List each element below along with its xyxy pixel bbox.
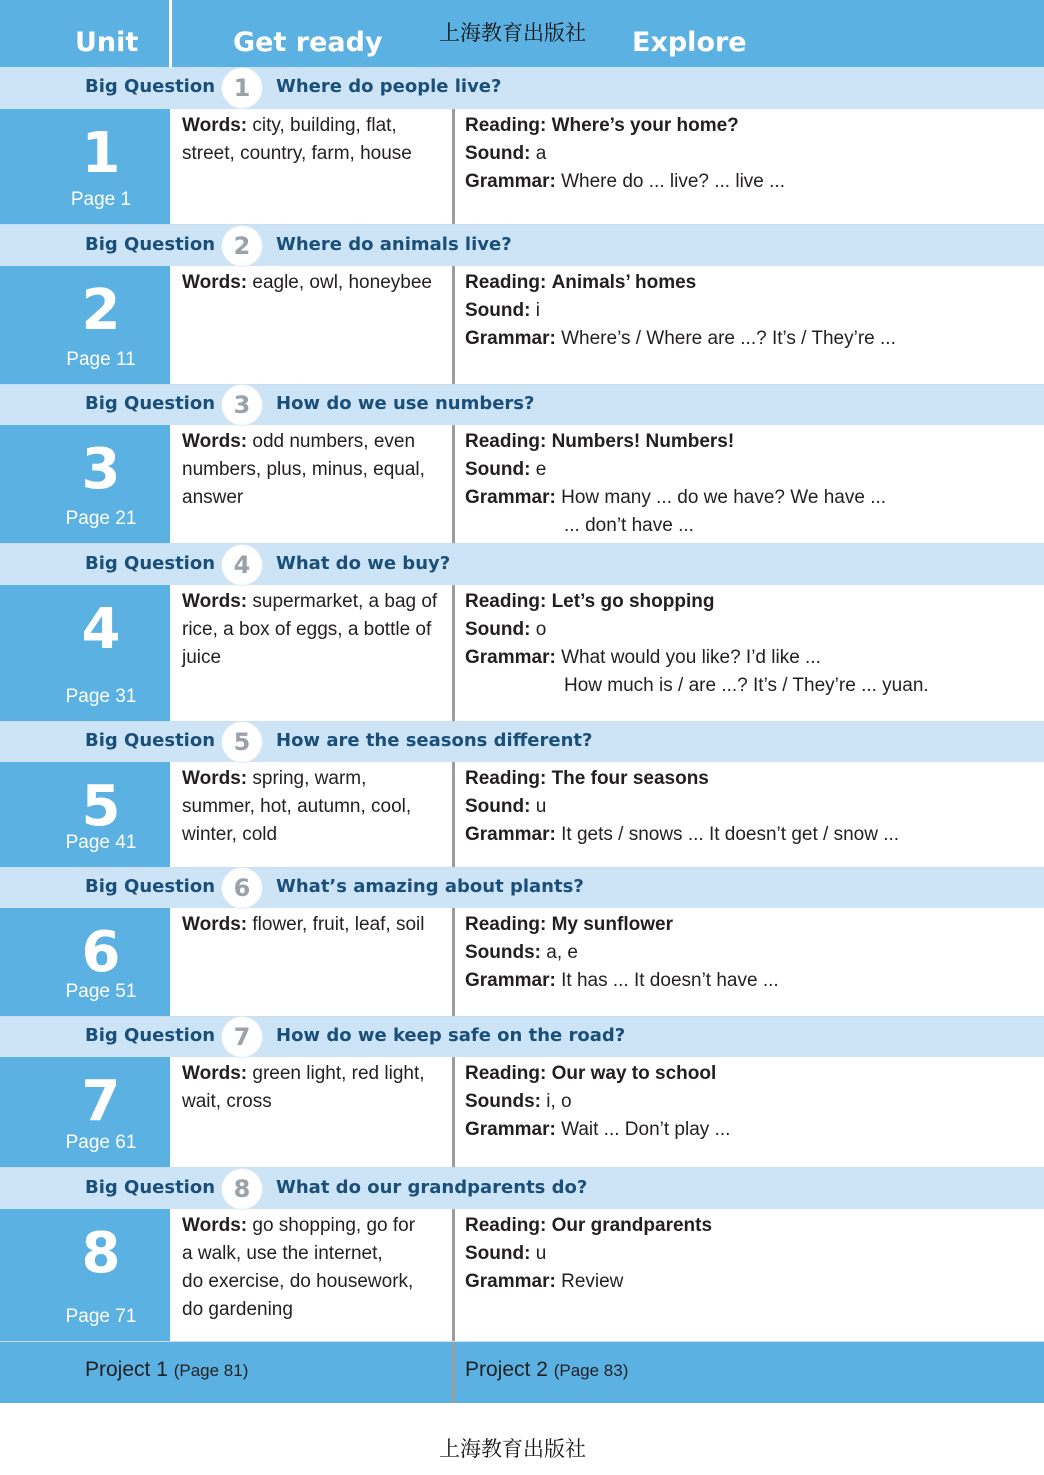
grammar-line — [465, 967, 1035, 995]
reading-line — [465, 1060, 1035, 1088]
reading-label: Reading: — [465, 1063, 547, 1084]
words-line — [182, 1240, 444, 1268]
sound-line — [465, 456, 1035, 484]
words-line — [182, 1088, 444, 1116]
unit-page: Page 1 — [70, 189, 132, 210]
column-divider — [452, 1057, 455, 1168]
sound-label: Sound: — [465, 143, 531, 164]
sound-value: u — [535, 796, 547, 817]
project-1 — [85, 1358, 248, 1382]
unit-number: 3 — [81, 437, 121, 502]
sound-label: Sound: — [465, 1243, 531, 1264]
unit-number: 4 — [81, 597, 121, 662]
sound-line — [465, 616, 1035, 644]
sound-line — [465, 1240, 1035, 1268]
grammar-line-continued: How much is / are ...? It’s / They’re ... yuan. — [564, 675, 929, 696]
grammar-text: Review — [561, 1271, 624, 1292]
big-question-label: Big Question — [85, 76, 216, 97]
words-label: Words: — [182, 272, 248, 293]
words-text: go shopping, go for — [252, 1215, 416, 1236]
unit-page: Page 71 — [65, 1306, 137, 1327]
big-question-text: What’s amazing about plants? — [276, 876, 584, 897]
words-text: street, country, farm, house — [182, 143, 412, 164]
sound-label: Sounds: — [465, 942, 541, 963]
sound-line — [465, 1088, 1035, 1116]
unit-page: Page 11 — [66, 349, 136, 370]
words-text: odd numbers, even — [252, 431, 416, 452]
words-label: Words: — [182, 1063, 248, 1084]
words-label: Words: — [182, 431, 248, 452]
grammar-label: Grammar: — [465, 647, 556, 668]
grammar-line — [465, 168, 1035, 196]
big-question-label: Big Question — [85, 233, 216, 255]
unit-page: Page 31 — [65, 686, 137, 707]
reading-title: Numbers! Numbers! — [551, 431, 735, 452]
words-line — [182, 821, 444, 849]
big-question-text: Where do animals live? — [276, 233, 512, 255]
footer-divider — [452, 1342, 455, 1403]
project-2-page: (Page 83) — [553, 1361, 629, 1380]
words-line — [182, 484, 444, 512]
reading-line — [465, 765, 1035, 793]
sound-label: Sound: — [465, 300, 531, 321]
words-line — [182, 793, 444, 821]
project-2-label: Project 2 — [465, 1358, 548, 1381]
grammar-text: Where do ... live? ... live ... — [561, 171, 785, 192]
words-line — [182, 616, 444, 644]
header-get-ready: Get ready — [233, 27, 383, 58]
sound-value: a, e — [546, 942, 578, 963]
reading-line — [465, 269, 1035, 297]
big-question-number-badge: 6 — [222, 868, 262, 908]
publisher-watermark-top: 上海教育出版社 — [439, 21, 586, 45]
reading-line — [465, 911, 1035, 939]
big-question-label: Big Question — [85, 552, 216, 574]
words-text: spring, warm, — [252, 768, 367, 789]
project-2 — [465, 1358, 628, 1382]
big-question-text: How are the seasons different? — [276, 730, 593, 751]
grammar-text: It has ... It doesn’t have ... — [561, 970, 779, 991]
grammar-label: Grammar: — [465, 1271, 556, 1292]
words-label: Words: — [182, 768, 248, 789]
sound-value: i — [535, 300, 540, 321]
reading-line — [465, 588, 1035, 616]
column-divider — [452, 585, 455, 722]
big-question-label: Big Question — [85, 876, 216, 897]
project-1-label: Project 1 — [85, 1358, 168, 1381]
reading-title: Where’s your home? — [551, 115, 739, 136]
sound-line — [465, 297, 1035, 325]
words-text: juice — [182, 647, 222, 668]
reading-label: Reading: — [465, 768, 547, 789]
words-line — [182, 428, 444, 456]
big-question-label: Big Question — [85, 1176, 216, 1198]
grammar-label: Grammar: — [465, 487, 556, 508]
column-divider — [452, 1209, 455, 1342]
reading-label: Reading: — [465, 115, 547, 136]
sound-value: e — [535, 459, 547, 480]
words-line — [182, 588, 444, 616]
unit-number: 6 — [81, 920, 121, 985]
unit-page: Page 61 — [65, 1132, 137, 1153]
unit-number: 1 — [81, 121, 121, 186]
big-question-number-badge: 8 — [222, 1169, 262, 1209]
reading-label: Reading: — [465, 591, 547, 612]
words-text: a walk, use the internet, — [182, 1243, 383, 1264]
reading-title: The four seasons — [551, 768, 709, 789]
big-question-number-badge: 5 — [222, 722, 262, 762]
reading-title: Our way to school — [551, 1063, 717, 1084]
words-line — [182, 644, 444, 672]
big-question-number-badge: 1 — [222, 68, 262, 108]
header-explore: Explore — [632, 27, 747, 58]
unit-number: 5 — [81, 774, 121, 839]
words-text: city, building, flat, — [252, 115, 397, 136]
words-line — [182, 140, 444, 168]
publisher-watermark-bottom: 上海教育出版社 — [439, 1437, 586, 1461]
header-divider — [169, 0, 172, 67]
reading-title: Animals’ homes — [551, 272, 697, 293]
unit-page: Page 41 — [65, 832, 137, 853]
unit-page: Page 51 — [65, 981, 137, 1002]
grammar-text: Wait ... Don’t play ... — [561, 1119, 731, 1140]
reading-title: My sunflower — [551, 914, 673, 935]
words-line — [182, 1268, 444, 1296]
unit-number: 7 — [81, 1069, 121, 1134]
grammar-label: Grammar: — [465, 1119, 556, 1140]
column-divider — [452, 425, 455, 544]
big-question-text: How do we use numbers? — [276, 393, 535, 414]
grammar-text: It gets / snows ... It doesn’t get / snow ... — [561, 824, 900, 845]
words-label: Words: — [182, 115, 248, 136]
reading-label: Reading: — [465, 431, 547, 452]
sound-value: u — [535, 1243, 547, 1264]
grammar-line — [465, 1116, 1035, 1144]
column-divider — [452, 762, 455, 868]
unit-number: 2 — [81, 278, 121, 343]
words-label: Words: — [182, 1215, 248, 1236]
reading-line — [465, 428, 1035, 456]
grammar-text: Where’s / Where are ...? It’s / They’re ... — [561, 328, 896, 349]
grammar-line — [465, 821, 1035, 849]
words-text: wait, cross — [182, 1091, 272, 1112]
sound-value: a — [535, 143, 547, 164]
column-divider — [452, 109, 455, 225]
words-text: do gardening — [182, 1299, 293, 1320]
words-text: do exercise, do housework, — [182, 1271, 414, 1292]
reading-label: Reading: — [465, 272, 547, 293]
words-line — [182, 1296, 444, 1324]
words-text: flower, fruit, leaf, soil — [252, 914, 425, 935]
big-question-text: What do our grandparents do? — [276, 1176, 588, 1198]
words-line — [182, 269, 444, 297]
words-text: rice, a box of eggs, a bottle of — [182, 619, 432, 640]
words-line — [182, 911, 444, 939]
words-line — [182, 1060, 444, 1088]
sound-label: Sound: — [465, 619, 531, 640]
words-text: numbers, plus, minus, equal, — [182, 459, 425, 480]
grammar-label: Grammar: — [465, 824, 556, 845]
sound-label: Sounds: — [465, 1091, 541, 1112]
big-question-number-badge: 3 — [222, 385, 262, 425]
reading-title: Our grandparents — [551, 1215, 713, 1236]
big-question-number-badge: 4 — [222, 545, 262, 585]
sound-line — [465, 793, 1035, 821]
grammar-text: What would you like? I’d like ... — [561, 647, 821, 668]
grammar-label: Grammar: — [465, 328, 556, 349]
words-text: summer, hot, autumn, cool, — [182, 796, 412, 817]
words-line — [182, 1212, 444, 1240]
words-label: Words: — [182, 914, 248, 935]
words-text: winter, cold — [182, 824, 278, 845]
big-question-text: What do we buy? — [276, 552, 451, 574]
sound-label: Sound: — [465, 796, 531, 817]
sound-line — [465, 939, 1035, 967]
column-divider — [452, 266, 455, 385]
words-line — [182, 456, 444, 484]
words-text: green light, red light, — [252, 1063, 425, 1084]
project-1-page: (Page 81) — [173, 1361, 249, 1380]
big-question-label: Big Question — [85, 730, 216, 751]
big-question-label: Big Question — [85, 393, 216, 414]
big-question-number-badge: 2 — [222, 226, 262, 266]
words-text: answer — [182, 487, 244, 508]
grammar-label: Grammar: — [465, 970, 556, 991]
reading-line — [465, 112, 1035, 140]
words-line — [182, 765, 444, 793]
header-unit: Unit — [75, 27, 139, 58]
grammar-text: How many ... do we have? We have ... — [561, 487, 887, 508]
words-text: eagle, owl, honeybee — [252, 272, 432, 293]
grammar-line — [465, 484, 1035, 512]
words-label: Words: — [182, 591, 248, 612]
grammar-line — [465, 1268, 1035, 1296]
big-question-text: How do we keep safe on the road? — [276, 1025, 626, 1046]
sound-label: Sound: — [465, 459, 531, 480]
reading-title: Let’s go shopping — [551, 591, 715, 612]
column-divider — [452, 908, 455, 1017]
grammar-line — [465, 325, 1035, 353]
big-question-label: Big Question — [85, 1025, 216, 1046]
words-text: supermarket, a bag of — [252, 591, 438, 612]
grammar-line-continued: ... don’t have ... — [564, 515, 694, 536]
reading-label: Reading: — [465, 1215, 547, 1236]
reading-label: Reading: — [465, 914, 547, 935]
sound-value: i, o — [546, 1091, 572, 1112]
sound-value: o — [535, 619, 547, 640]
unit-page: Page 21 — [65, 508, 137, 529]
words-line — [182, 112, 444, 140]
unit-number: 8 — [81, 1221, 121, 1286]
big-question-text: Where do people live? — [276, 76, 502, 97]
big-question-number-badge: 7 — [222, 1017, 262, 1057]
reading-line — [465, 1212, 1035, 1240]
grammar-line — [465, 644, 1035, 672]
grammar-label: Grammar: — [465, 171, 556, 192]
sound-line — [465, 140, 1035, 168]
